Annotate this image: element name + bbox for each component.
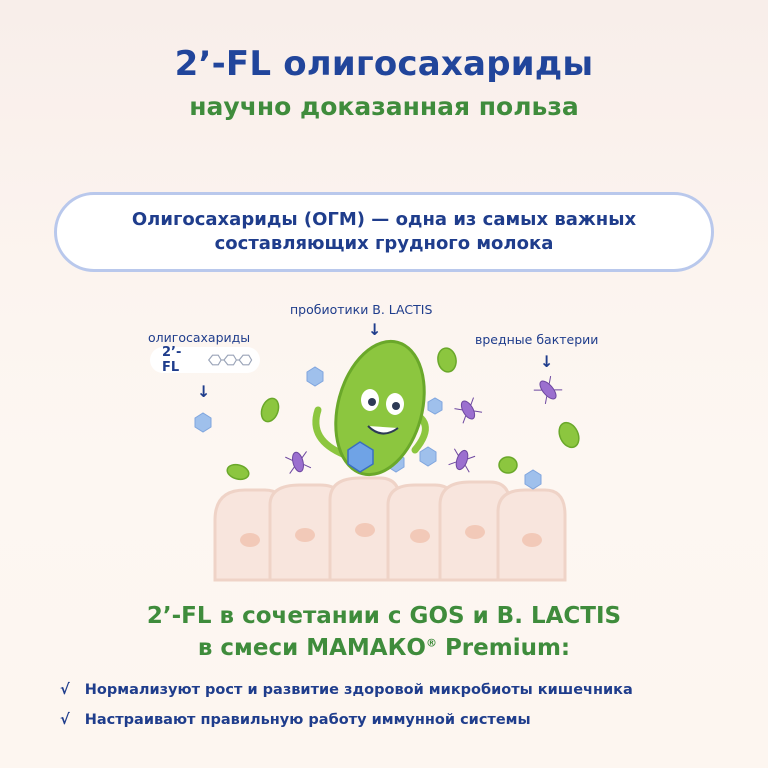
benefits-heading-line-2-suffix: Premium: xyxy=(436,635,571,662)
oligosaccharides-label: олигосахариды xyxy=(148,330,251,345)
list-item xyxy=(60,675,740,705)
page-subtitle: научно доказанная польза xyxy=(189,92,579,121)
benefit-text: Настраивают правильную работу иммунной системы xyxy=(84,712,531,728)
benefits-list xyxy=(60,675,740,735)
info-line-1: Олигосахариды (ОГМ) — одна из самых важных xyxy=(131,208,637,230)
registered-mark: ® xyxy=(425,636,437,650)
oligo-arrow-icon: ↓ xyxy=(197,382,211,401)
benefits-heading xyxy=(0,600,768,664)
intestinal-cells xyxy=(215,478,565,580)
probiotics-arrow-icon: ↓ xyxy=(368,320,382,339)
benefit-text: Нормализуют рост и развитие здоровой микробиоты кишечника xyxy=(84,682,633,698)
scene-drawing xyxy=(0,290,768,590)
harmful-arrow-icon: ↓ xyxy=(540,352,554,371)
info-callout xyxy=(54,192,714,272)
check-icon: √ xyxy=(60,682,70,698)
probiotics-label: пробиотики B. LACTIS xyxy=(290,302,433,317)
2fl-tag-text: 2’-FL xyxy=(162,345,182,375)
page-title: 2’-FL олигосахариды xyxy=(174,44,594,84)
intestine-illustration xyxy=(0,290,768,590)
benefits-heading-line-2-prefix: в смеси МАМАКО xyxy=(197,635,426,662)
info-text xyxy=(132,208,636,257)
info-line-2: составляющих грудного молока xyxy=(214,233,554,254)
check-icon: √ xyxy=(60,712,70,728)
list-item xyxy=(60,705,740,735)
probiotic-character xyxy=(316,331,438,484)
harmful-bacteria-label: вредные бактерии xyxy=(475,332,599,347)
benefits-heading-line-1: 2’-FL в сочетании с GOS и B. LACTIS xyxy=(146,603,622,629)
